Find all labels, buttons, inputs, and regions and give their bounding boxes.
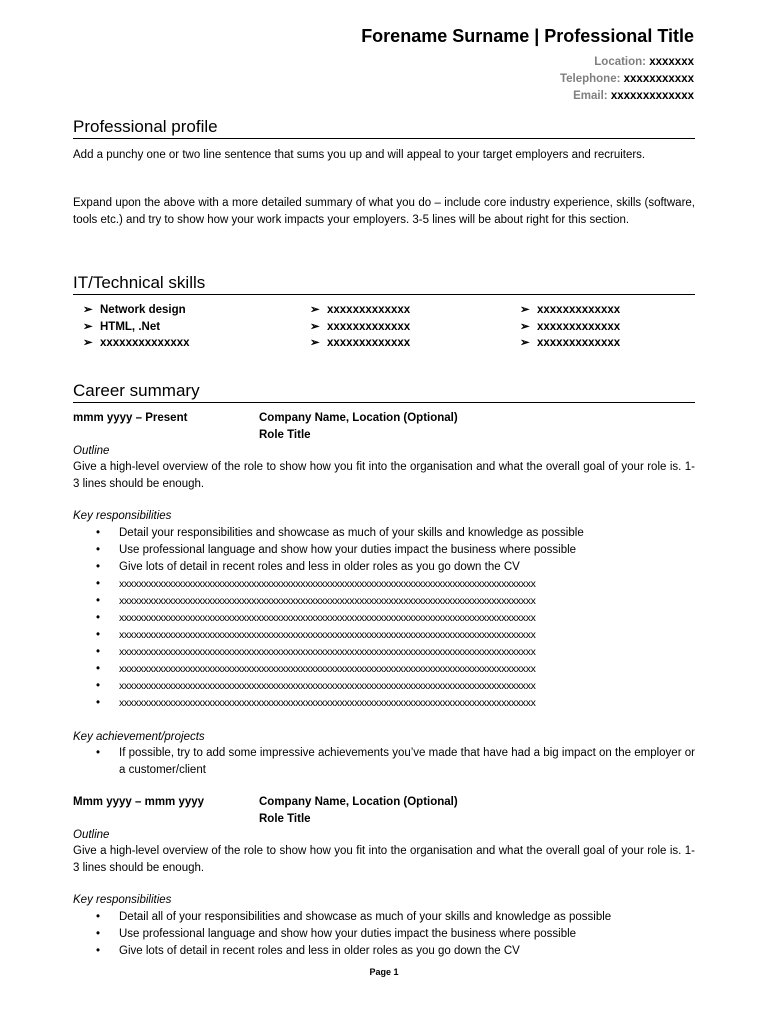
responsibilities-label: Key responsibilities	[73, 510, 172, 522]
skill-item: ➢ HTML, .Net	[83, 319, 190, 336]
job-role: Role Title	[259, 812, 311, 825]
achievements-list	[73, 745, 695, 779]
skill-item: ➢ xxxxxxxxxxxxx	[310, 319, 410, 336]
section-title-skills: IT/Technical skills	[73, 273, 695, 295]
bullet-icon: •	[96, 680, 101, 692]
contact-label: Email:	[573, 90, 608, 102]
bullet-icon: •	[96, 646, 101, 658]
job-dates: Mmm yyyy – mmm yyyy	[73, 796, 205, 808]
bullet-icon: •	[96, 928, 101, 940]
skills-column	[310, 302, 410, 352]
list-item: • xxxxxxxxxxxxxxxxxxxxxxxxxxxxxxxxxxxxxxxxxxxxxxxxxxxxxxxxxxxxxxxxxxxxxxxxxxxxxxxxxxxxx	[73, 695, 695, 712]
job-role: Role Title	[259, 428, 311, 441]
page-number: Page 1	[369, 967, 399, 977]
skill-item: ➢ xxxxxxxxxxxxxx	[83, 335, 190, 352]
skill-item: ➢ xxxxxxxxxxxxx	[310, 302, 410, 319]
job-dates: mmm yyyy – Present	[73, 412, 188, 424]
skill-item: ➢ Network design	[83, 302, 190, 319]
list-item: • xxxxxxxxxxxxxxxxxxxxxxxxxxxxxxxxxxxxxxxxxxxxxxxxxxxxxxxxxxxxxxxxxxxxxxxxxxxxxxxxxxxxx	[73, 661, 695, 678]
arrow-bullet-icon: ➢	[520, 337, 530, 349]
list-item: • Use professional language and show how your duties impact the business where possible	[73, 542, 695, 559]
list-item: • Give lots of detail in recent roles and less in older roles as you go down the CV	[73, 943, 695, 960]
list-item: • Detail your responsibilities and showcase as much of your skills and knowledge as possible	[73, 525, 695, 542]
contact-location	[594, 56, 694, 68]
outline-label: Outline	[73, 445, 110, 457]
skill-item: ➢ xxxxxxxxxxxxx	[520, 302, 620, 319]
list-item: • xxxxxxxxxxxxxxxxxxxxxxxxxxxxxxxxxxxxxxxxxxxxxxxxxxxxxxxxxxxxxxxxxxxxxxxxxxxxxxxxxxxxx	[73, 678, 695, 695]
name-title-heading: Forename Surname | Professional Title	[361, 26, 694, 46]
skill-item: ➢ xxxxxxxxxxxxx	[520, 335, 620, 352]
job-company: Company Name, Location (Optional)	[259, 796, 458, 808]
arrow-bullet-icon: ➢	[83, 304, 93, 316]
contact-value: xxxxxxxxxxxxx	[610, 90, 694, 102]
list-item: • xxxxxxxxxxxxxxxxxxxxxxxxxxxxxxxxxxxxxxxxxxxxxxxxxxxxxxxxxxxxxxxxxxxxxxxxxxxxxxxxxxxxx	[73, 610, 695, 627]
outline-label: Outline	[73, 829, 110, 841]
profile-summary: Add a punchy one or two line sentence that sums you up and will appeal to your target employers and recruiters.	[73, 149, 646, 161]
list-item: • xxxxxxxxxxxxxxxxxxxxxxxxxxxxxxxxxxxxxxxxxxxxxxxxxxxxxxxxxxxxxxxxxxxxxxxxxxxxxxxxxxxxx	[73, 644, 695, 661]
bullet-icon: •	[96, 629, 101, 641]
bullet-icon: •	[96, 945, 101, 957]
list-item: • xxxxxxxxxxxxxxxxxxxxxxxxxxxxxxxxxxxxxxxxxxxxxxxxxxxxxxxxxxxxxxxxxxxxxxxxxxxxxxxxxxxxx	[73, 576, 695, 593]
arrow-bullet-icon: ➢	[83, 337, 93, 349]
bullet-icon: •	[96, 527, 101, 539]
job-outline: Give a high-level overview of the role to show how you fit into the organisation and what the overall goal of your role is. 1-3 lines should be enough.	[73, 845, 695, 874]
achievements-label: Key achievement/projects	[73, 731, 205, 743]
arrow-bullet-icon: ➢	[83, 320, 93, 333]
bullet-icon: •	[96, 595, 101, 607]
contact-value: xxxxxxxxxxx	[623, 73, 694, 85]
arrow-bullet-icon: ➢	[310, 304, 320, 316]
list-item: • If possible, try to add some impressive achievements you’ve made that have had a big impact on the employer or a customer/client	[96, 747, 695, 776]
skill-item: ➢ xxxxxxxxxxxxx	[520, 319, 620, 336]
responsibilities-list	[73, 525, 695, 712]
bullet-icon: •	[96, 612, 101, 624]
responsibilities-label: Key responsibilities	[73, 894, 172, 906]
list-item: • Give lots of detail in recent roles and less in older roles as you go down the CV	[73, 559, 695, 576]
contact-value: xxxxxxx	[649, 56, 694, 68]
list-item: • xxxxxxxxxxxxxxxxxxxxxxxxxxxxxxxxxxxxxxxxxxxxxxxxxxxxxxxxxxxxxxxxxxxxxxxxxxxxxxxxxxxxx	[73, 593, 695, 610]
section-title-career: Career summary	[73, 381, 695, 403]
profile-detail: Expand upon the above with a more detailed summary of what you do – include core industry experience, skills (software, tools etc.) and try to show how your work impacts your employers. 3-5 lines will be about right for this section.	[73, 197, 695, 226]
job-outline: Give a high-level overview of the role to show how you fit into the organisation and what the overall goal of your role is. 1-3 lines should be enough.	[73, 461, 695, 490]
skills-column	[83, 302, 190, 352]
job-company: Company Name, Location (Optional)	[259, 412, 458, 424]
skill-item: ➢ xxxxxxxxxxxxx	[310, 335, 410, 352]
contact-label: Telephone:	[559, 73, 621, 85]
contact-email	[573, 90, 694, 102]
bullet-icon: •	[96, 561, 101, 573]
list-item: • Detail all of your responsibilities and showcase as much of your skills and knowledge as possible	[73, 909, 695, 926]
arrow-bullet-icon: ➢	[310, 320, 320, 333]
contact-telephone	[560, 73, 694, 85]
arrow-bullet-icon: ➢	[520, 304, 530, 316]
bullet-icon: •	[96, 544, 101, 556]
bullet-icon: •	[96, 911, 101, 923]
arrow-bullet-icon: ➢	[520, 320, 530, 333]
bullet-icon: •	[96, 697, 101, 709]
bullet-icon: •	[96, 578, 101, 590]
section-title-profile: Professional profile	[73, 117, 695, 139]
list-item: • Use professional language and show how your duties impact the business where possible	[73, 926, 695, 943]
responsibilities-list	[73, 909, 695, 960]
list-item: • xxxxxxxxxxxxxxxxxxxxxxxxxxxxxxxxxxxxxxxxxxxxxxxxxxxxxxxxxxxxxxxxxxxxxxxxxxxxxxxxxxxxx	[73, 627, 695, 644]
contact-label: Location:	[594, 56, 647, 68]
bullet-icon: •	[96, 663, 101, 675]
skills-column	[520, 302, 620, 352]
bullet-icon: •	[96, 747, 101, 759]
arrow-bullet-icon: ➢	[310, 337, 320, 349]
